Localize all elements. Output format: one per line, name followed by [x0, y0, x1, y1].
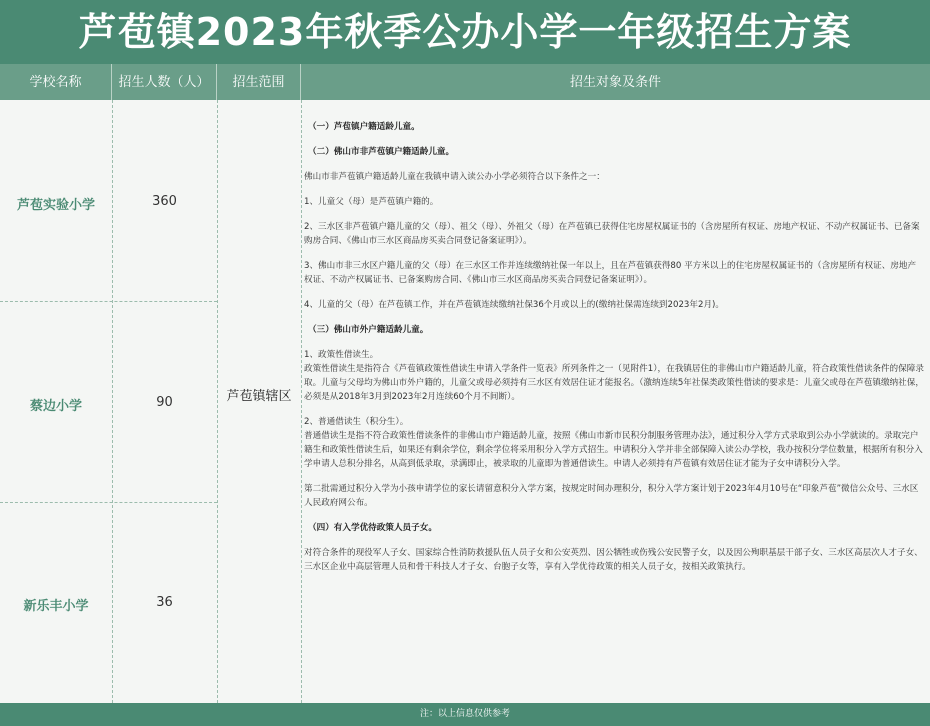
school-name: 蔡边小学	[29, 399, 82, 414]
condition-paragraph: 2、三水区非芦苞镇户籍儿童的父（母）、祖父（母）、外祖父（母）在芦苞镇已获得住宅房屋权属证书的（含房屋所有权证、房地产权证、不动产权属证书、已备案购房合同、《佛山市三水区商品房买卖合同登记备案证明》）。	[304, 222, 920, 246]
table-header	[0, 64, 930, 100]
condition-paragraph: 第二批需通过积分入学为小孩申请学位的家长请留意积分入学方案，按规定时间办理积分，积分入学方案计划于2023年4月10号在“印象芦苞”微信公众号、三水区人民政府网公布。	[304, 484, 919, 508]
header-range: 招生范围	[217, 64, 301, 100]
condition-heading: （四）有入学优待政策人员子女。	[308, 523, 437, 533]
condition-heading: （二）佛山市非芦苞镇户籍适龄儿童。	[308, 147, 455, 157]
condition-paragraph: 4、儿童的父（母）在芦苞镇工作，并在芦苞镇连续缴纳社保36个月或以上的(缴纳社保需连续到2023年2月)。	[304, 300, 724, 310]
condition-heading: （三）佛山市外户籍适龄儿童。	[308, 325, 429, 335]
row-divider	[0, 301, 217, 302]
table-body	[0, 100, 930, 703]
condition-heading: （一）芦苞镇户籍适龄儿童。	[308, 122, 420, 132]
column-divider	[301, 100, 302, 703]
condition-paragraph: 政策性借读生是指符合《芦苞镇政策性借读生申请入学条件一览表》所列条件之一（见附件1），在我镇居住的非佛山市户籍适龄儿童，符合政策性借读条件的保障录取。儿童与父母均为佛山市外户籍的，儿童父或母必须持有三水区有效居住证才能报名。（激纳连续5年社保类政策性借读的要求是：儿童父或母在芦苞镇缴纳社保，必须是从2018年3月到2023年2月连续60个月不间断）。	[304, 364, 924, 402]
condition-paragraph: 佛山市非芦苞镇户籍适龄儿童在我镇申请入读公办小学必须符合以下条件之一：	[304, 172, 605, 182]
condition-paragraph: 普通借读生是指不符合政策性借读条件的非佛山市户籍适龄儿童，按照《佛山市新市民积分制服务管理办法》，通过积分入学方式录取到公办小学就读的。录取完户籍生和政策性借读生后，如果还有剩余学位，剩余学位将采用积分入学方式招生。申请积分入学并非全部保障入读公办学校，我办按积分学位数量，根据所有积分入学申请人总积分排名，从高到低录取，录满即止，被录取的儿童即为普通借读生。申请人必须持有芦苞镇有效居住证才能为子女申请积分入学。	[304, 431, 923, 469]
condition-paragraph: 2、普通借读生（积分生）。	[304, 417, 409, 427]
school-count: 36	[156, 595, 173, 610]
enrollment-range: 芦苞镇辖区	[226, 389, 292, 404]
condition-paragraph: 1、儿童父（母）是芦苞镇户籍的。	[304, 197, 439, 207]
header-count: 招生人数（人）	[112, 64, 217, 100]
school-name: 芦苞实验小学	[16, 198, 95, 213]
school-count: 360	[152, 194, 177, 209]
page-title: 芦苞镇2023年秋季公办小学一年级招生方案	[0, 0, 930, 64]
header-school: 学校名称	[0, 64, 112, 100]
school-count: 90	[156, 395, 173, 410]
conditions-text	[304, 120, 924, 585]
school-name: 新乐丰小学	[23, 599, 89, 614]
condition-paragraph: 1、政策性借读生。	[304, 350, 379, 360]
condition-paragraph: 3、佛山市非三水区户籍儿童的父（母）在三水区工作并连续缴纳社保一年以上，且在芦苞镇获得80 平方米以上的住宅房屋权属证书的（含房屋所有权证、房地产权证、不动产权属证书、已备案购房合同、《佛山市三水区商品房买卖合同登记备案证明》）。	[304, 261, 917, 285]
condition-paragraph: 对符合条件的现役军人子女、国家综合性消防救援队伍人员子女和公安英烈、因公牺牲或伤残公安民警子女，以及因公殉职基层干部子女、三水区高层次人才子女、三水区企业中高层管理人员和骨干科技人才子女、台胞子女等，享有入学优待政策的相关人员子女，按相关政策执行。	[304, 548, 923, 572]
footer-note: 注：以上信息仅供参考	[0, 703, 930, 726]
header-conditions: 招生对象及条件	[569, 74, 661, 90]
row-divider	[0, 502, 217, 503]
